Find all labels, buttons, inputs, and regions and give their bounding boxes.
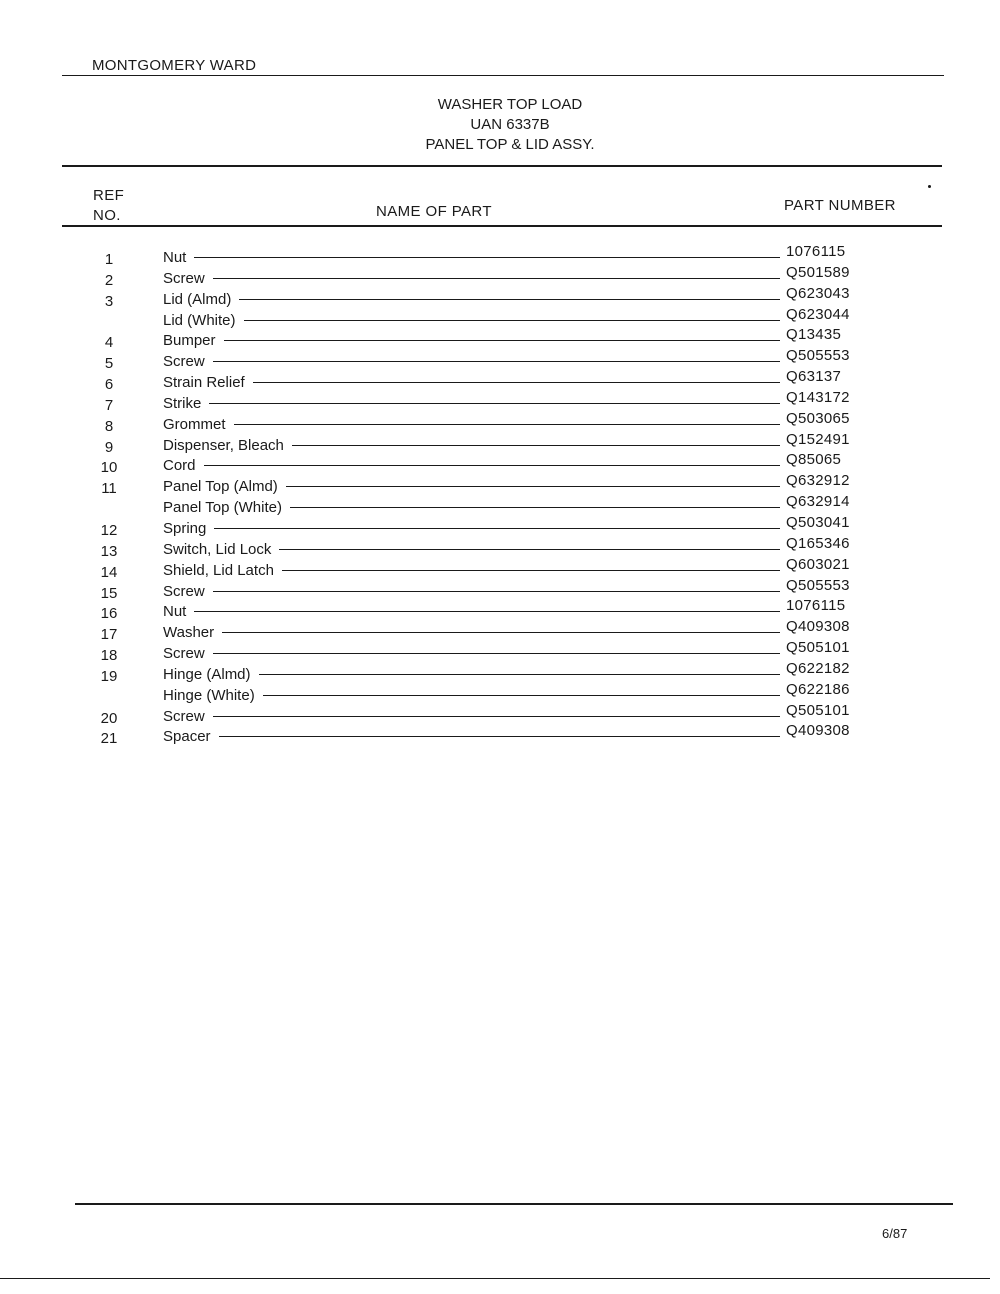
table-row	[0, 701, 1000, 727]
leader-line	[213, 716, 780, 717]
ref-number: 10	[100, 459, 118, 477]
ref-number: 20	[100, 709, 118, 727]
leader-line	[282, 570, 780, 571]
leader-line	[259, 674, 780, 675]
table-row	[0, 639, 1000, 665]
table-row	[0, 451, 1000, 477]
ref-number: 3	[104, 292, 114, 310]
leader-line	[214, 528, 780, 529]
leader-line	[292, 445, 780, 446]
leader-line	[253, 382, 780, 383]
ref-number: 17	[100, 626, 118, 644]
ref-header-line-1: REF	[93, 187, 125, 204]
ref-number: 15	[100, 584, 118, 602]
brand-name: MONTGOMERY WARD	[92, 57, 257, 74]
part-name: Screw	[163, 582, 205, 600]
part-number: Q503065	[786, 409, 850, 427]
table-row	[0, 513, 1000, 539]
part-number: Q505101	[786, 639, 850, 657]
part-number: Q603021	[786, 555, 850, 573]
part-number: Q501589	[786, 263, 850, 281]
leader-line	[194, 611, 780, 612]
page-bottom-rule	[0, 1278, 990, 1279]
leader-line	[263, 695, 780, 696]
ref-number: 18	[100, 647, 118, 665]
ref-number: 9	[104, 438, 114, 456]
part-name: Washer	[163, 624, 215, 642]
table-row	[0, 534, 1000, 560]
column-header-ref	[93, 186, 124, 226]
part-number: Q409308	[786, 618, 850, 636]
part-name: Strain Relief	[163, 374, 245, 392]
leader-line	[224, 340, 780, 341]
leader-line	[204, 465, 780, 466]
part-name: Screw	[163, 645, 205, 663]
header-top-rule	[62, 165, 942, 167]
part-number: Q165346	[786, 534, 850, 552]
part-number: Q152491	[786, 430, 850, 448]
part-number: Q503041	[786, 513, 850, 531]
leader-line	[244, 320, 780, 321]
ref-number: 13	[100, 542, 118, 560]
part-name: Hinge (White)	[163, 686, 255, 704]
title-line-3: PANEL TOP & LID ASSY.	[425, 136, 595, 153]
leader-line	[194, 257, 780, 258]
ref-number: 6	[104, 376, 114, 394]
ref-number: 16	[100, 605, 118, 623]
ref-number: 1	[104, 251, 114, 268]
table-row	[0, 430, 1000, 456]
leader-line	[290, 507, 780, 508]
table-row	[0, 326, 1000, 352]
part-name: Nut	[163, 603, 187, 621]
title-line-1: WASHER TOP LOAD	[437, 96, 583, 113]
ref-number: 2	[104, 271, 114, 289]
part-name: Dispenser, Bleach	[163, 436, 284, 454]
part-number: Q63137	[786, 368, 842, 386]
part-number: Q505553	[786, 576, 850, 594]
footer-rule	[75, 1203, 953, 1205]
part-name: Switch, Lid Lock	[163, 540, 272, 558]
table-row	[0, 576, 1000, 602]
table-row	[0, 347, 1000, 373]
document-title	[300, 95, 720, 155]
part-name: Panel Top (Almd)	[163, 478, 278, 496]
ref-header-line-2: NO.	[93, 207, 121, 224]
ref-number: 21	[100, 730, 118, 748]
part-name: Spacer	[163, 728, 211, 746]
table-row	[0, 659, 1000, 685]
table-row	[0, 409, 1000, 435]
part-number: Q505101	[786, 701, 850, 719]
leader-line	[213, 591, 780, 592]
table-row	[0, 263, 1000, 289]
table-row	[0, 472, 1000, 498]
leader-line	[234, 424, 780, 425]
table-row	[0, 368, 1000, 394]
part-name: Spring	[163, 519, 207, 537]
part-name: Lid (White)	[163, 311, 236, 329]
column-header-part-number: PART NUMBER	[784, 197, 896, 214]
leader-line	[213, 278, 780, 279]
title-line-2: UAN 6337B	[470, 116, 550, 133]
leader-line	[209, 403, 780, 404]
part-number: 1076115	[786, 243, 846, 260]
part-number: Q632912	[786, 472, 850, 490]
part-name: Lid (Almd)	[163, 290, 232, 308]
part-name: Shield, Lid Latch	[163, 561, 274, 579]
part-name: Screw	[163, 269, 205, 287]
part-number: Q143172	[786, 388, 850, 406]
part-number: Q13435	[786, 326, 842, 344]
table-row	[0, 284, 1000, 310]
part-name: Hinge (Almd)	[163, 665, 251, 683]
part-name: Cord	[163, 457, 196, 475]
leader-line	[219, 736, 780, 737]
ref-number: 11	[101, 480, 117, 498]
table-row	[0, 493, 1000, 518]
leader-line	[279, 549, 780, 550]
table-row	[0, 388, 1000, 414]
part-number: Q409308	[786, 722, 850, 740]
part-number: Q622182	[786, 659, 850, 677]
ref-number: 5	[104, 355, 114, 373]
ref-number: 4	[104, 334, 114, 352]
speck-mark	[928, 185, 931, 188]
part-number: Q505553	[786, 347, 850, 365]
part-name: Screw	[163, 707, 205, 725]
leader-line	[213, 653, 780, 654]
top-rule	[62, 75, 944, 76]
part-name: Strike	[163, 394, 202, 412]
table-row	[0, 243, 1000, 268]
ref-number: 8	[104, 417, 114, 435]
part-number: Q623044	[786, 305, 850, 323]
ref-number: 12	[100, 521, 118, 539]
leader-line	[222, 632, 780, 633]
part-name: Bumper	[163, 332, 216, 350]
table-row	[0, 597, 1000, 623]
ref-number: 7	[104, 396, 114, 414]
ref-number: 19	[100, 667, 118, 685]
revision-date: 6/87	[882, 1226, 908, 1241]
leader-line	[239, 299, 780, 300]
column-header-name: NAME OF PART	[376, 203, 492, 220]
part-number: Q622186	[786, 680, 850, 698]
part-number: Q623043	[786, 284, 850, 302]
ref-number: 14	[100, 563, 118, 581]
part-number: Q85065	[786, 451, 842, 469]
table-row	[0, 722, 1000, 748]
part-name: Screw	[163, 353, 205, 371]
part-number: 1076115	[786, 597, 846, 615]
parts-list	[0, 243, 1000, 748]
table-row	[0, 305, 1000, 331]
part-name: Nut	[163, 249, 187, 266]
header-bottom-rule	[62, 225, 942, 227]
part-name: Grommet	[163, 415, 226, 433]
table-row	[0, 680, 1000, 706]
table-row	[0, 555, 1000, 581]
table-row	[0, 618, 1000, 644]
part-number: Q632914	[786, 493, 850, 511]
leader-line	[286, 486, 780, 487]
leader-line	[213, 361, 780, 362]
part-name: Panel Top (White)	[163, 499, 282, 517]
